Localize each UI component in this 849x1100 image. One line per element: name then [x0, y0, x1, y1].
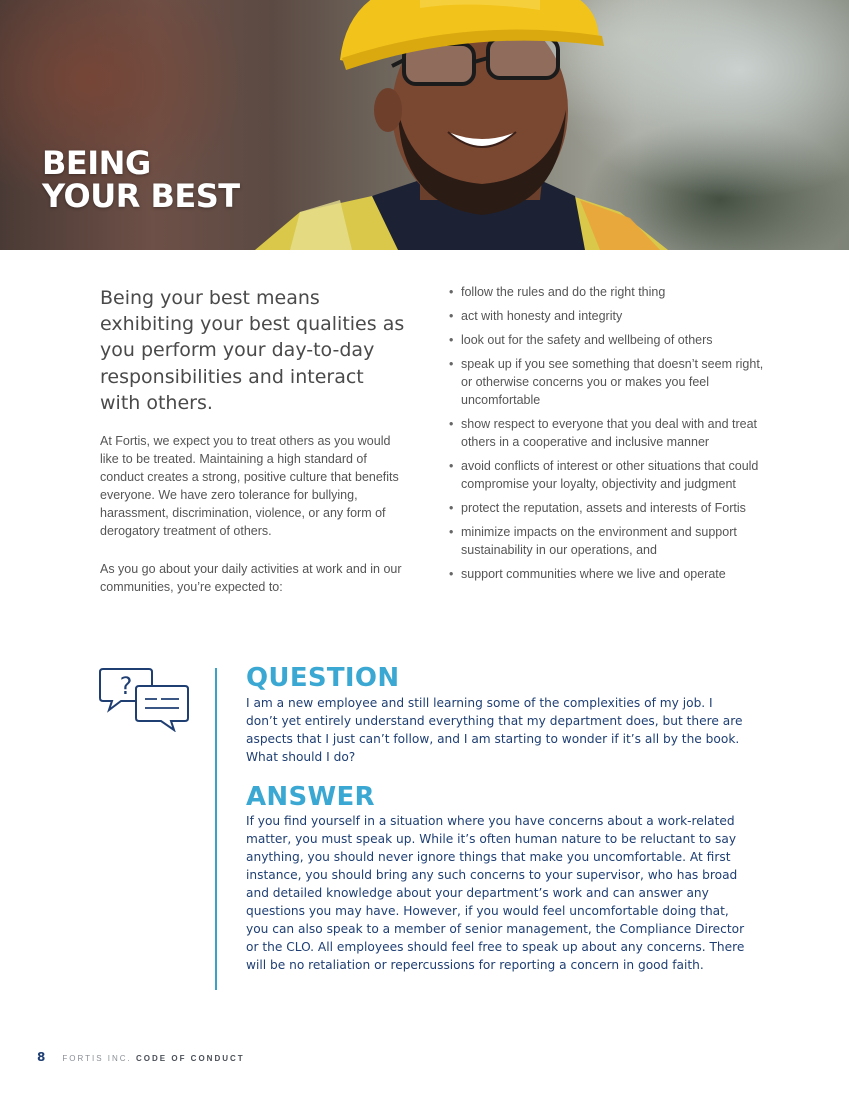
question-heading: QUESTION — [246, 663, 400, 693]
footer-company: FORTIS INC. — [62, 1054, 132, 1063]
answer-heading: ANSWER — [246, 782, 375, 812]
list-item-text: act with honesty and integrity — [461, 309, 623, 323]
list-item-text: minimize impacts on the environment and support sustainability in our operations, and — [461, 525, 737, 557]
list-item — [449, 499, 769, 517]
chat-bubbles-question-icon — [99, 666, 191, 732]
list-item-text: follow the rules and do the right thing — [461, 285, 666, 299]
page-title — [42, 144, 240, 215]
list-item-text: support communities where we live and operate — [461, 567, 726, 581]
lead-paragraph: Being your best means exhibiting your best qualities as you perform your day-to-day responsibilities and interact with others. — [100, 287, 405, 414]
list-item-text: speak up if you see something that doesn’t seem right, or otherwise concerns you or makes you feel uncomfortable — [461, 357, 764, 407]
intro-paragraph-fortis-expectations: At Fortis, we expect you to treat others as you would like to be treated. Maintaining a high standard of conduct creates a strong, positive culture that benefits everyone. We have zero tolerance for bullying, harassment, discrimination, violence, or any form of derogatory treatment of others. — [100, 434, 399, 538]
list-item-text: avoid conflicts of interest or other situations that could compromise your loyalty, objectivity and judgment — [461, 459, 759, 491]
list-item — [449, 283, 769, 301]
qa-divider — [215, 668, 217, 990]
list-item — [449, 415, 769, 451]
list-item-text: look out for the safety and wellbeing of others — [461, 333, 713, 347]
bullet-dot-icon: • — [449, 459, 454, 473]
hero-photo — [0, 0, 849, 250]
page-title-line2: YOUR BEST — [42, 177, 240, 215]
bullet-dot-icon: • — [449, 333, 454, 347]
footer-document-name: CODE OF CONDUCT — [136, 1054, 245, 1063]
list-item — [449, 565, 769, 583]
svg-text:?: ? — [119, 672, 133, 700]
bullet-dot-icon: • — [449, 357, 454, 371]
list-item — [449, 457, 769, 493]
list-item — [449, 307, 769, 325]
bullet-dot-icon: • — [449, 285, 454, 299]
answer-text: If you find yourself in a situation where you have concerns about a work-related matter, you must speak up. While it’s often human nature to be reluctant to say anything, you should never ignore things that make you uncomfortable. At first instance, you should bring any such concerns to your supervisor, who has broad and detailed knowledge about your department’s work and can answer any questions you may have. However, if you would feel uncomfortable doing that, you can also speak to a member of senior management, the Compliance Director or the CLO. All employees should feel free to speak up about any concerns. There will be no retaliation or repercussions for reporting a concern in good faith. — [246, 814, 745, 972]
bullet-dot-icon: • — [449, 525, 454, 539]
list-item — [449, 331, 769, 349]
footer-document-label — [62, 1054, 244, 1063]
expectations-list — [449, 283, 769, 589]
intro-paragraph-expected-to: As you go about your daily activities at work and in our communities, you’re expected to: — [100, 562, 402, 594]
list-item-text: protect the reputation, assets and interests of Fortis — [461, 501, 746, 515]
page-footer — [37, 1050, 245, 1064]
page-title-line1: BEING — [42, 144, 151, 182]
bullet-dot-icon: • — [449, 417, 454, 431]
bullet-dot-icon: • — [449, 309, 454, 323]
bullet-dot-icon: • — [449, 501, 454, 515]
bullet-dot-icon: • — [449, 567, 454, 581]
question-text: I am a new employee and still learning some of the complexities of my job. I don’t yet entirely understand everything that my department does, but there are aspects that I just can’t follow, and I am starting to wonder if it’s all by the book. What should I do? — [246, 696, 743, 764]
list-item — [449, 355, 769, 409]
list-item — [449, 523, 769, 559]
list-item-text: show respect to everyone that you deal with and treat others in a cooperative and inclusive manner — [461, 417, 758, 449]
page-number: 8 — [37, 1050, 46, 1064]
